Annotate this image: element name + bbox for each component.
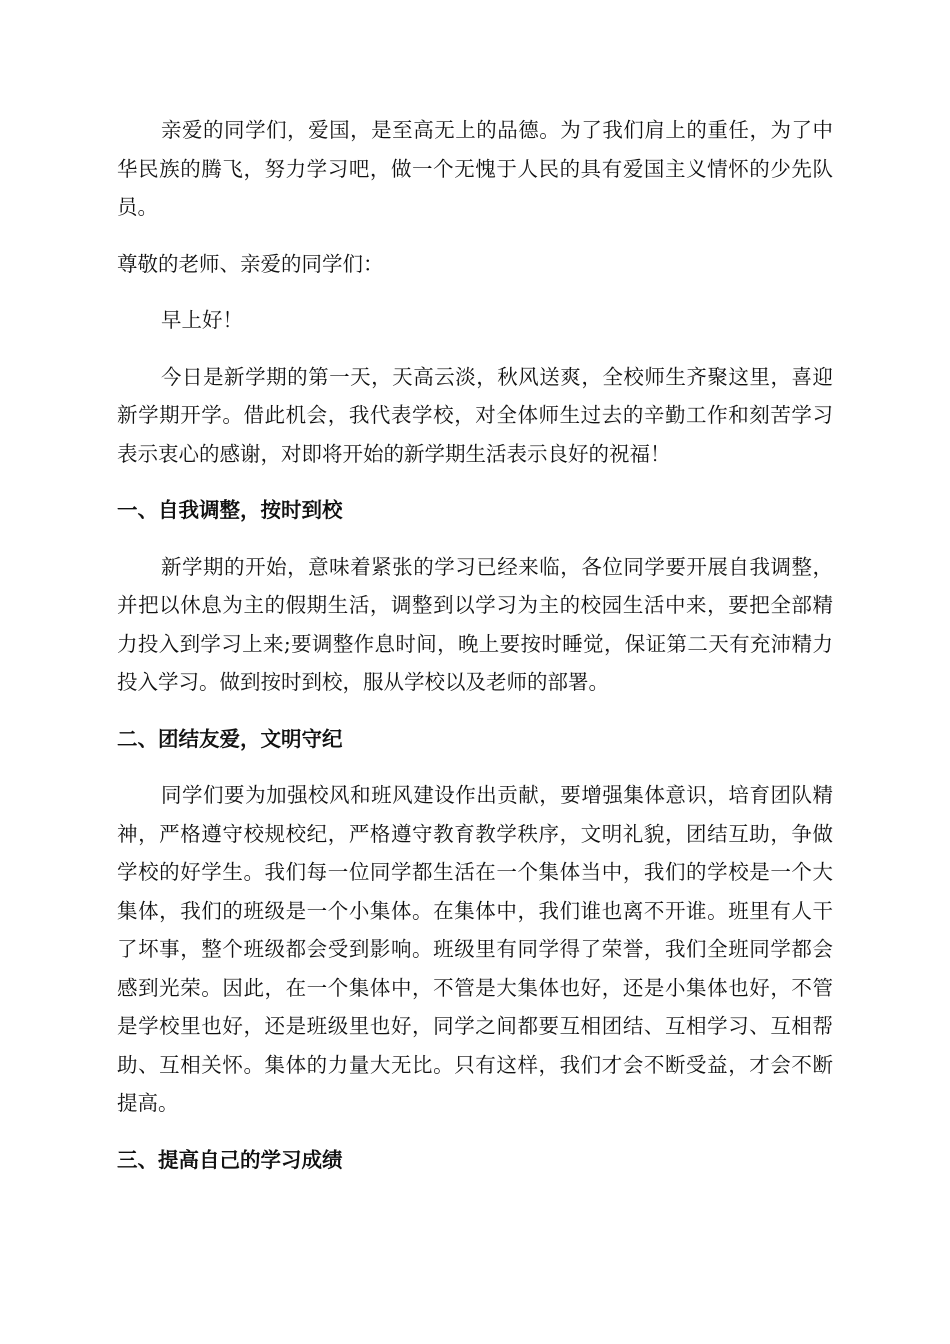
section-heading-3: 三、提高自己的学习成绩 (117, 1147, 343, 1172)
spacer (117, 758, 833, 776)
paragraph-patriotism: 亲爱的同学们，爱国，是至高无上的品德。为了我们肩上的重任，为了中华民族的腾飞，努力学习吧，做一个无愧于人民的具有爱国主义情怀的少先队员。 (117, 118, 833, 219)
section-heading-1: 一、自我调整，按时到校 (117, 498, 343, 522)
spacer (117, 227, 833, 245)
spacer (117, 530, 833, 548)
paragraph-unity: 同学们要为加强校风和班风建设作出贡献，要增强集体意识，培育团队精神，严格遵守校规校纪，严格遵守教育教学秩序，文明礼貌，团结互助，争做学校的好学生。我们每一位同学都生活在一个集体当中，我们的学校是一个大集体，我们的班级是一个小集体。在集体中，我们谁也离不开谁。班里有人干了坏事，整个班级都会受到影响。班级里有同学得了荣誉，我们全班同学都会感到光荣。因此，在一个集体中，不管是大集体也好，还是小集体也好，不管是学校里也好，还是班级里也好，同学之间都要互相团结、互相学习、互相帮助、互相关怀。集体的力量大无比。只有这样，我们才会不断受益，才会不断提高。 (117, 783, 833, 1115)
spacer (117, 283, 833, 301)
salutation: 尊敬的老师、亲爱的同学们： (117, 251, 384, 276)
section-heading-2: 二、团结友爱，文明守纪 (117, 726, 343, 751)
paragraph-self-adjust: 新学期的开始，意味着紧张的学习已经来临，各位同学要开展自我调整，并把以休息为主的假期生活，调整到以学习为主的校园生活中来，要把全部精力投入到学习上来;要调整作息时间，晚上要按时睡觉，保证第二天有充沛精力投入学习。做到按时到校，服从学校以及老师的部署。 (117, 554, 833, 694)
spacer (117, 473, 833, 491)
paragraph-opening: 今日是新学期的第一天，天高云淡，秋风送爽，全校师生齐聚这里，喜迎新学期开学。借此机会，我代表学校，对全体师生过去的辛勤工作和刻苦学习表示衷心的感谢，对即将开始的新学期生活表示良好的祝福！ (117, 364, 833, 466)
spacer (117, 340, 833, 358)
greeting: 早上好！ (161, 308, 243, 332)
document-page (117, 111, 833, 1179)
spacer (117, 1123, 833, 1141)
spacer (117, 702, 833, 720)
